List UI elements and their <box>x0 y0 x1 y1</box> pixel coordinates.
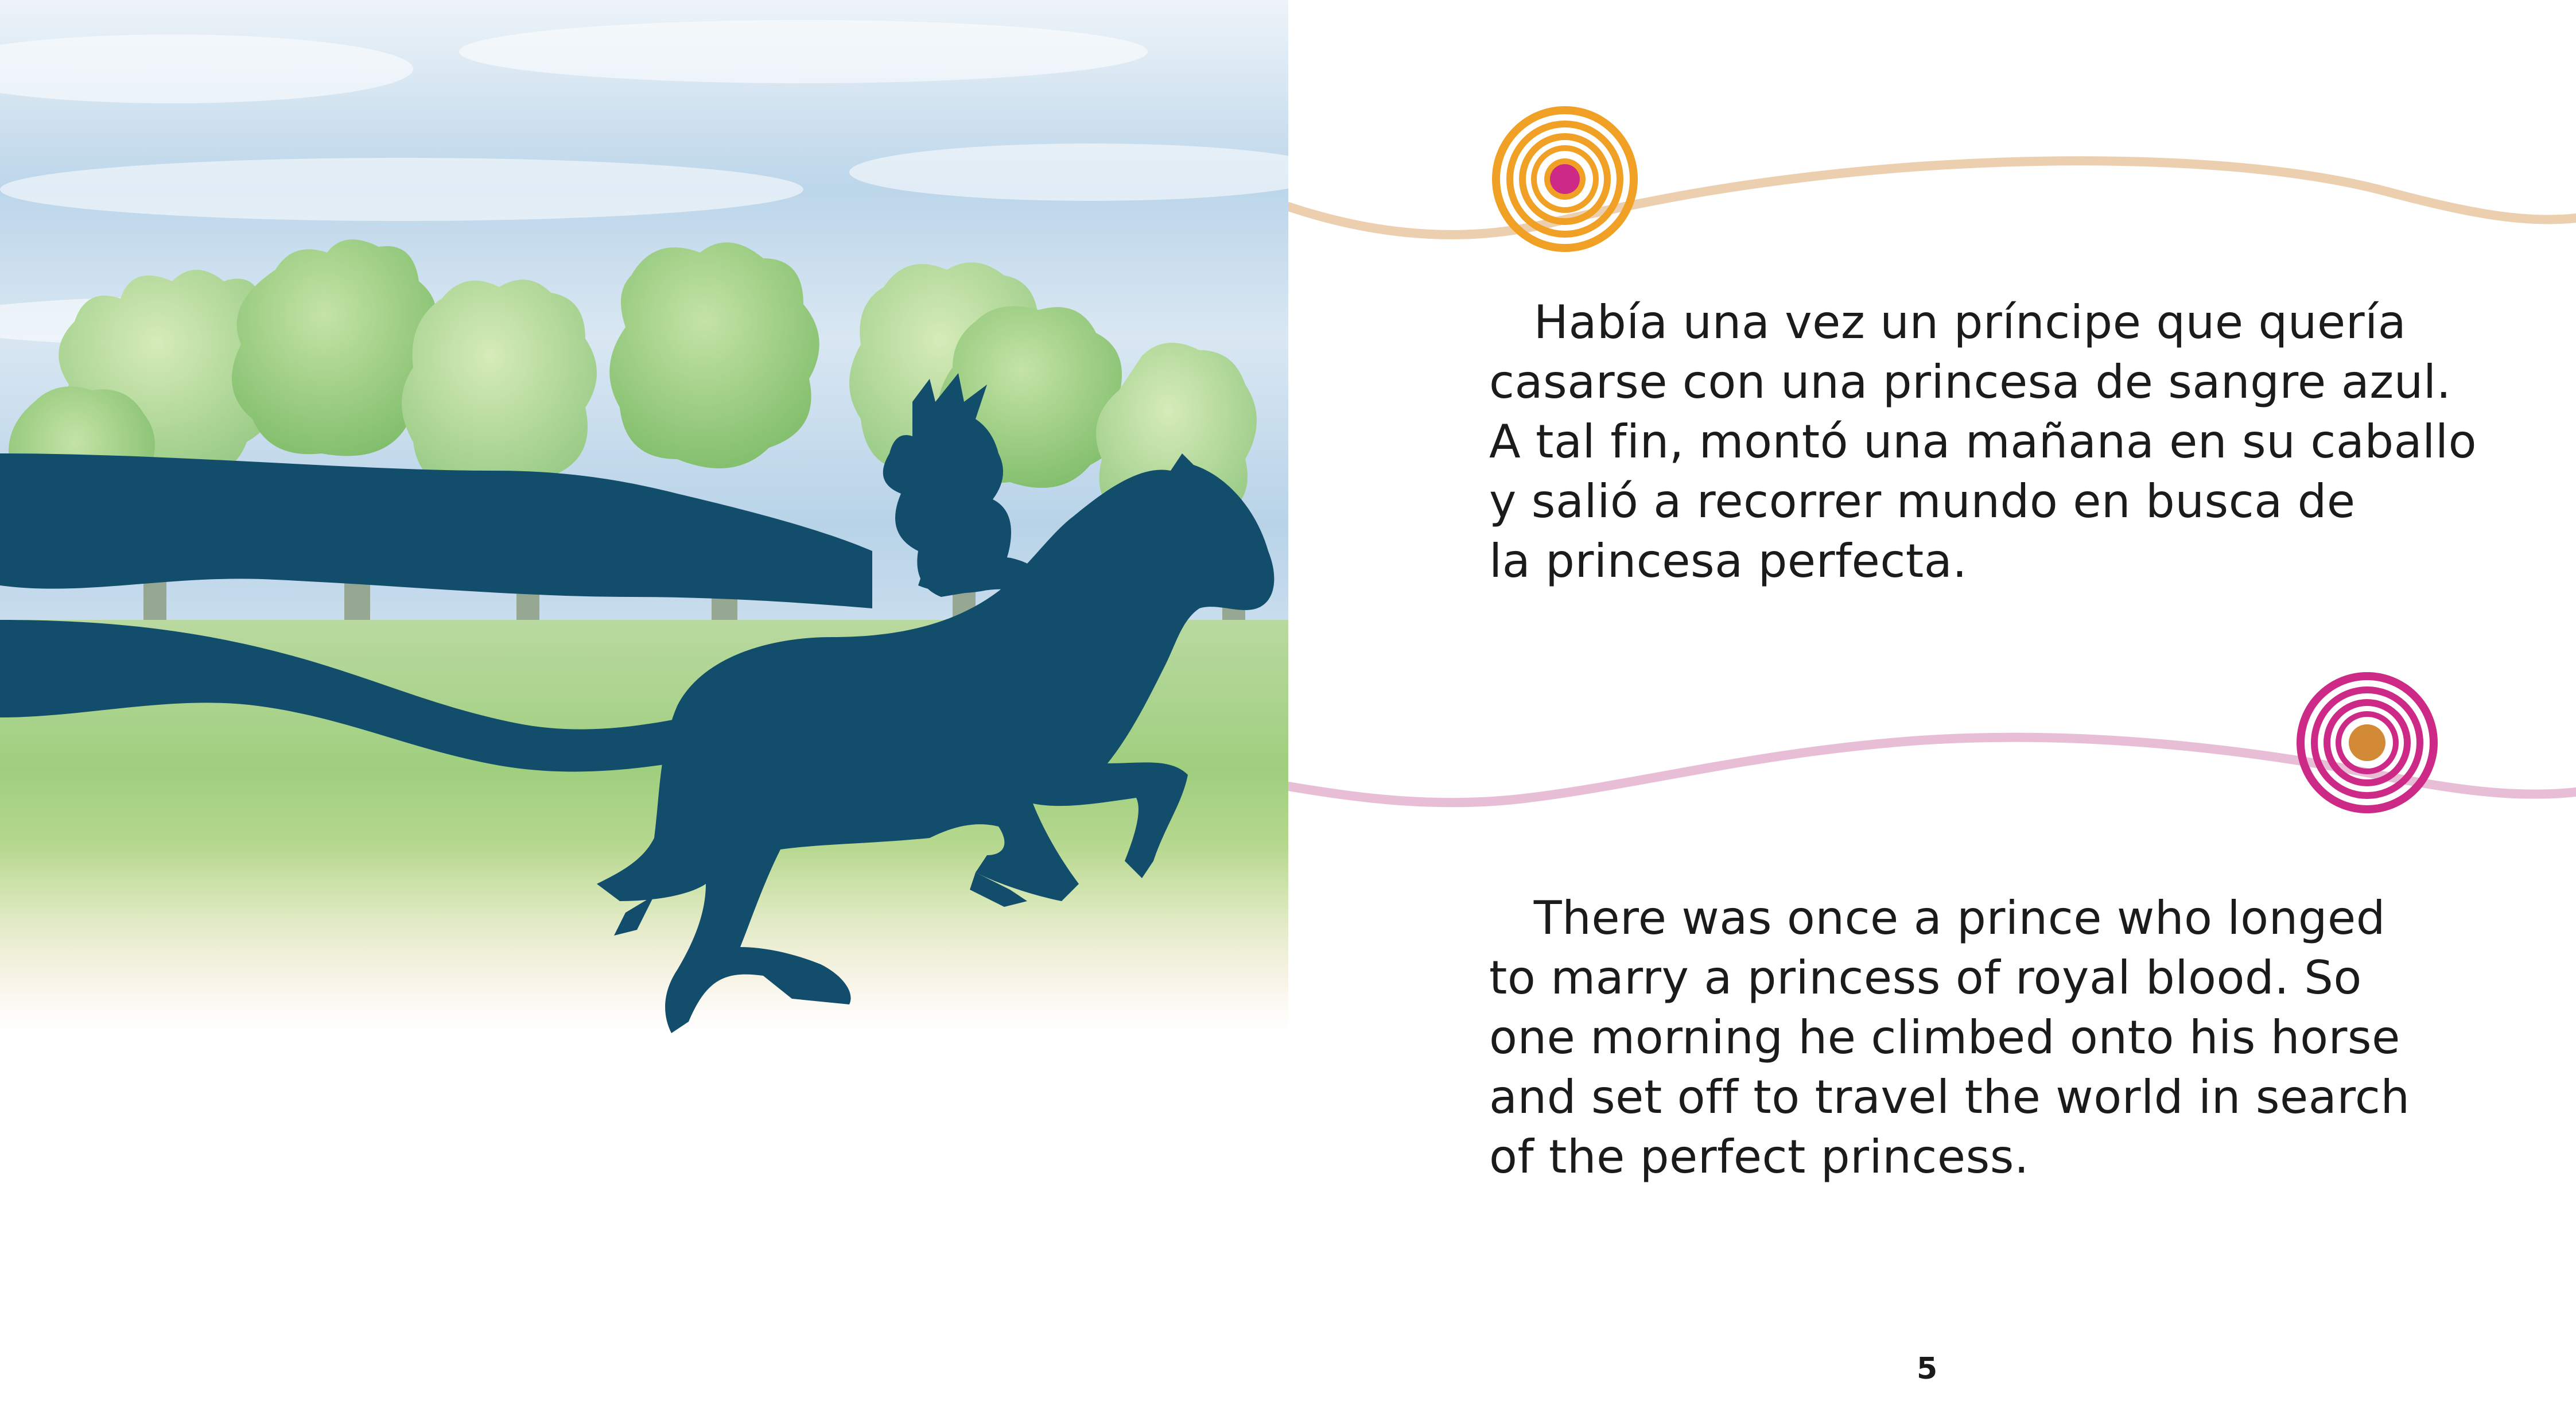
illustration <box>0 0 1288 1050</box>
prince-on-horse-illustration <box>0 0 1288 1050</box>
top-divider <box>1288 75 2576 258</box>
bottom-divider <box>1288 654 2576 838</box>
wavy-line <box>1288 161 2576 235</box>
pink-swirl-icon <box>2301 676 2434 809</box>
orange-swirl-icon <box>1496 110 1634 248</box>
text-page <box>1288 0 2576 1424</box>
spanish-paragraph: Había una vez un príncipe que quería casarse con una princesa de sangre azul. A tal fin, montó una mañana en su caballo y salió a recorrer mundo en busca de la princesa perfecta. <box>1489 296 2477 588</box>
page-number: 5 <box>1917 1352 1938 1386</box>
english-paragraph: There was once a prince who longed to marry a princess of royal blood. So one morning he climbed onto his horse and set off to travel the world in search of the perfect princess. <box>1489 891 2410 1184</box>
